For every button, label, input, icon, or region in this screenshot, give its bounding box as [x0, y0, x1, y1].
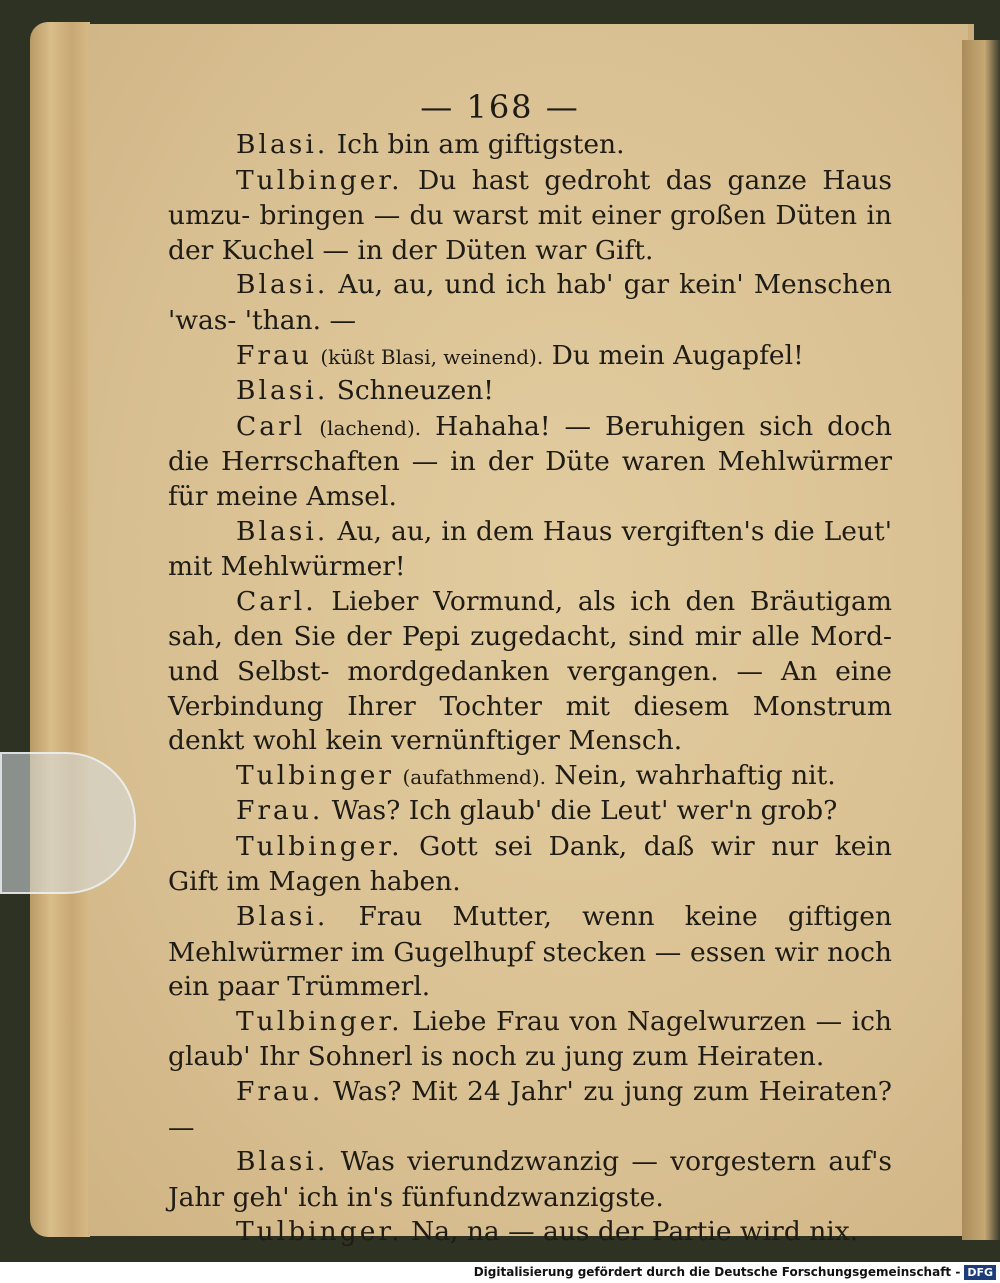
dialogue-line [168, 794, 892, 830]
line-text: Was? Mit 24 Jahr' zu jung zum Heiraten? — [168, 1076, 892, 1143]
speaker-name: Carl [236, 410, 306, 442]
line-text: Ich bin am giftigsten. [336, 129, 625, 160]
speaker-name: Tulbinger. [236, 1216, 403, 1248]
speaker-name: Tulbinger. [236, 164, 403, 196]
stage-direction: (aufathmend). [402, 764, 546, 789]
funding-footer [0, 1262, 1000, 1283]
facing-page-edge [962, 40, 1000, 1240]
speaker-name: Carl. [236, 585, 317, 617]
line-text: Schneuzen! [336, 375, 494, 407]
speaker-name: Blasi. [236, 269, 329, 301]
line-text: Was vierundzwanzig — vorgestern auf's Jahr geh' ich in's fünfundzwanzigste. [168, 1146, 892, 1213]
dialogue-line [168, 164, 892, 269]
line-text: Frau Mutter, wenn keine giftigen Mehlwürmer im Gugelhupf stecken — essen wir noch ein paar Trümmerl. [168, 901, 892, 1003]
line-text: Na, na — aus der Partie wird nix. [411, 1216, 859, 1248]
speaker-name: Frau [236, 339, 312, 371]
dialogue-line [168, 374, 892, 410]
dialogue-line [168, 268, 892, 338]
speaker-name: Tulbinger [236, 759, 395, 791]
line-text: Du mein Augapfel! [551, 339, 804, 371]
stage-direction: (lachend). [319, 415, 422, 440]
speaker-name: Blasi. [236, 515, 329, 547]
dialogue-line [168, 128, 892, 164]
stage-direction: (küßt Blasi, weinend). [320, 344, 544, 369]
speaker-name: Tulbinger. [236, 830, 403, 862]
dialogue-line [168, 1215, 892, 1251]
dialogue-line [168, 410, 892, 515]
dialogue-line [168, 900, 892, 1005]
dialogue-line [168, 1145, 892, 1215]
line-text: Au, au, und ich hab' gar kein' Menschen 'was- 'than. — [168, 269, 892, 336]
speaker-name: Frau. [236, 795, 324, 827]
page-clip [0, 752, 136, 894]
line-text: Liebe Frau von Nagelwurzen — ich glaub' Ihr Sohnerl is noch zu jung zum Heiraten. [168, 1005, 892, 1073]
dialogue-line [168, 1005, 892, 1075]
dialogue-line [168, 515, 892, 585]
speaker-name: Blasi. [236, 901, 329, 933]
speaker-name: Blasi. [236, 129, 329, 160]
speaker-name: Blasi. [236, 375, 329, 407]
dfg-logo: DFG [964, 1265, 996, 1280]
page-number: — 168 — [420, 88, 580, 126]
line-text: Hahaha! — Beruhigen sich doch die Herrschaften — in der Düte waren Mehlwürmer für meine Amsel. [168, 410, 892, 512]
line-text: Gott sei Dank, daß wir nur kein Gift im Magen haben. [168, 830, 892, 898]
page-stack-edge [30, 22, 90, 1237]
speaker-name: Tulbinger. [236, 1005, 403, 1037]
line-text: Nein, wahrhaftig nit. [554, 759, 836, 791]
page-text [168, 128, 892, 1251]
line-text: Au, au, in dem Haus vergiften's die Leut' mit Mehlwürmer! [168, 515, 892, 583]
dialogue-line [168, 759, 892, 795]
dialogue-line [168, 339, 892, 375]
dialogue-line [168, 1075, 892, 1145]
line-text: Lieber Vormund, als ich den Bräutigam sah, den Sie der Pepi zugedacht, sind mir alle Mord- und Selbst- mordgedanken vergangen. — An eine Verbindung Ihrer Tochter mit diesem Monstrum denkt wohl kein vernünftiger Mensch. [168, 585, 892, 757]
footer-text: Digitalisierung gefördert durch die Deutsche Forschungsgemeinschaft - [473, 1265, 961, 1279]
dialogue-line [168, 585, 892, 759]
line-text: Du hast gedroht das ganze Haus umzu- bringen — du warst mit einer großen Düten in der Kuchel — in der Düten war Gift. [168, 164, 892, 266]
dialogue-line [168, 830, 892, 900]
line-text: Was? Ich glaub' die Leut' wer'n grob? [331, 795, 838, 827]
speaker-name: Frau. [236, 1076, 324, 1108]
speaker-name: Blasi. [236, 1146, 329, 1178]
